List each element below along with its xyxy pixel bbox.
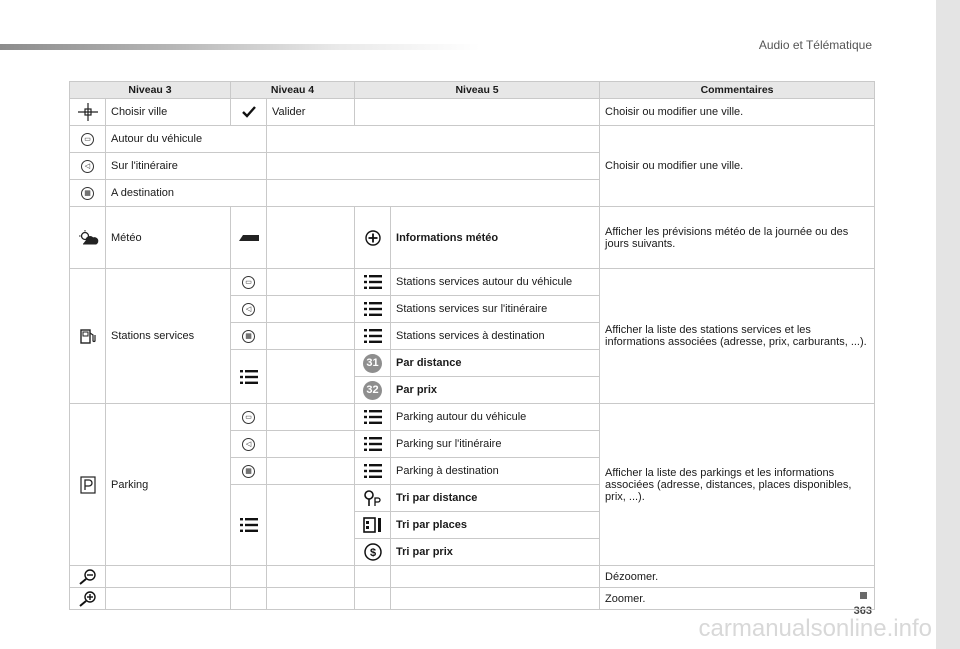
list-icon xyxy=(355,404,391,431)
page-edge-strip xyxy=(936,0,960,649)
page-number: 363 xyxy=(853,605,872,617)
empty-cell xyxy=(267,296,355,323)
empty-cell xyxy=(267,350,355,404)
parking-pin-icon xyxy=(355,485,391,512)
comment-cell: Choisir ou modifier une ville. xyxy=(600,126,875,207)
col-header-niveau5: Niveau 5 xyxy=(355,82,600,99)
empty-cell xyxy=(267,458,355,485)
menu-a-destination[interactable]: A destination xyxy=(106,180,267,207)
comment-cell: Zoomer. xyxy=(600,588,875,610)
route-circle-icon: ◁ xyxy=(70,153,106,180)
car-circle-icon: ▭ xyxy=(70,126,106,153)
section-title: Audio et Télématique xyxy=(758,38,872,52)
comment-cell: Afficher la liste des parkings et les informations associées (adresse, distances, places disponibles, prix, ...). xyxy=(600,404,875,566)
menu-stations-services[interactable]: Stations services xyxy=(106,269,231,404)
table-row xyxy=(70,588,875,610)
route-circle-icon: ◁ xyxy=(231,431,267,458)
dollar-icon xyxy=(355,539,391,566)
empty-cell xyxy=(267,404,355,431)
table-row xyxy=(70,269,875,296)
empty-cell xyxy=(267,431,355,458)
empty-cell xyxy=(391,588,600,610)
col-header-commentaires: Commentaires xyxy=(600,82,875,99)
weather-info-icon xyxy=(231,207,267,269)
empty-cell xyxy=(355,99,600,126)
empty-cell xyxy=(267,588,355,610)
col-header-niveau4: Niveau 4 xyxy=(231,82,355,99)
menu-meteo[interactable]: Météo xyxy=(106,207,231,269)
empty-cell xyxy=(267,180,600,207)
menu-par-distance[interactable]: Par distance xyxy=(391,350,600,377)
parking-spaces-icon xyxy=(355,512,391,539)
empty-cell xyxy=(231,588,267,610)
table-row xyxy=(70,99,875,126)
comment-cell: Choisir ou modifier une ville. xyxy=(600,99,875,126)
watermark: carmanualsonline.info xyxy=(698,615,932,642)
weather-icon xyxy=(70,207,106,269)
empty-cell xyxy=(231,566,267,588)
list-icon xyxy=(231,350,267,404)
route-circle-icon: ◁ xyxy=(231,296,267,323)
comment-cell: Afficher les prévisions météo de la journée ou des jours suivants. xyxy=(600,207,875,269)
menu-autour-vehicule[interactable]: Autour du véhicule xyxy=(106,126,267,153)
menu-par-prix[interactable]: Par prix xyxy=(391,377,600,404)
destination-flag-icon: ▦ xyxy=(70,180,106,207)
zoom-out-icon xyxy=(70,566,106,588)
comment-cell: Afficher la liste des stations services et les informations associées (adresse, prix, carburants, ...). xyxy=(600,269,875,404)
badge-32 xyxy=(355,377,391,404)
empty-cell xyxy=(267,269,355,296)
menu-tri-distance[interactable]: Tri par distance xyxy=(391,485,600,512)
zoom-in-icon xyxy=(70,588,106,610)
menu-tri-prix[interactable]: Tri par prix xyxy=(391,539,600,566)
header-decor-bar xyxy=(0,44,480,50)
badge-32-label: 32 xyxy=(363,381,382,400)
table-header-row xyxy=(70,82,875,99)
menu-stations-autour[interactable]: Stations services autour du véhicule xyxy=(391,269,600,296)
empty-cell xyxy=(267,153,600,180)
navigation-menu-table xyxy=(69,81,875,610)
menu-parking-destination[interactable]: Parking à destination xyxy=(391,458,600,485)
badge-31 xyxy=(355,350,391,377)
list-icon xyxy=(231,485,267,566)
empty-cell xyxy=(267,566,355,588)
car-circle-icon: ▭ xyxy=(231,404,267,431)
comment-cell: Dézoomer. xyxy=(600,566,875,588)
menu-informations-meteo[interactable]: Informations météo xyxy=(391,207,600,269)
empty-cell xyxy=(391,566,600,588)
menu-parking-itineraire[interactable]: Parking sur l'itinéraire xyxy=(391,431,600,458)
col-header-niveau3: Niveau 3 xyxy=(70,82,231,99)
menu-tri-places[interactable]: Tri par places xyxy=(391,512,600,539)
list-icon xyxy=(355,431,391,458)
badge-31-label: 31 xyxy=(363,354,382,373)
menu-parking[interactable]: Parking xyxy=(106,404,231,566)
plus-circle-icon xyxy=(355,207,391,269)
empty-cell xyxy=(267,485,355,566)
table-row xyxy=(70,207,875,269)
check-icon xyxy=(231,99,267,126)
menu-stations-destination[interactable]: Stations services à destination xyxy=(391,323,600,350)
list-icon xyxy=(355,296,391,323)
empty-cell xyxy=(267,126,600,153)
menu-choisir-ville[interactable]: Choisir ville xyxy=(106,99,231,126)
svg-text:$: $ xyxy=(369,547,376,559)
menu-stations-itineraire[interactable]: Stations services sur l'itinéraire xyxy=(391,296,600,323)
table-row xyxy=(70,126,875,153)
empty-cell xyxy=(355,588,391,610)
menu-parking-autour[interactable]: Parking autour du véhicule xyxy=(391,404,600,431)
empty-cell xyxy=(106,588,231,610)
fuel-pump-icon xyxy=(70,269,106,404)
crosshair-icon xyxy=(70,99,106,126)
menu-valider[interactable]: Valider xyxy=(267,99,355,126)
empty-cell xyxy=(106,566,231,588)
empty-cell xyxy=(267,323,355,350)
table-row xyxy=(70,404,875,431)
car-circle-icon: ▭ xyxy=(231,269,267,296)
table-row xyxy=(70,566,875,588)
list-icon xyxy=(355,323,391,350)
menu-sur-itineraire[interactable]: Sur l'itinéraire xyxy=(106,153,267,180)
empty-cell xyxy=(267,207,355,269)
destination-flag-icon: ▦ xyxy=(231,458,267,485)
parking-icon xyxy=(70,404,106,566)
list-icon xyxy=(355,269,391,296)
destination-flag-icon: ▦ xyxy=(231,323,267,350)
list-icon xyxy=(355,458,391,485)
empty-cell xyxy=(355,566,391,588)
